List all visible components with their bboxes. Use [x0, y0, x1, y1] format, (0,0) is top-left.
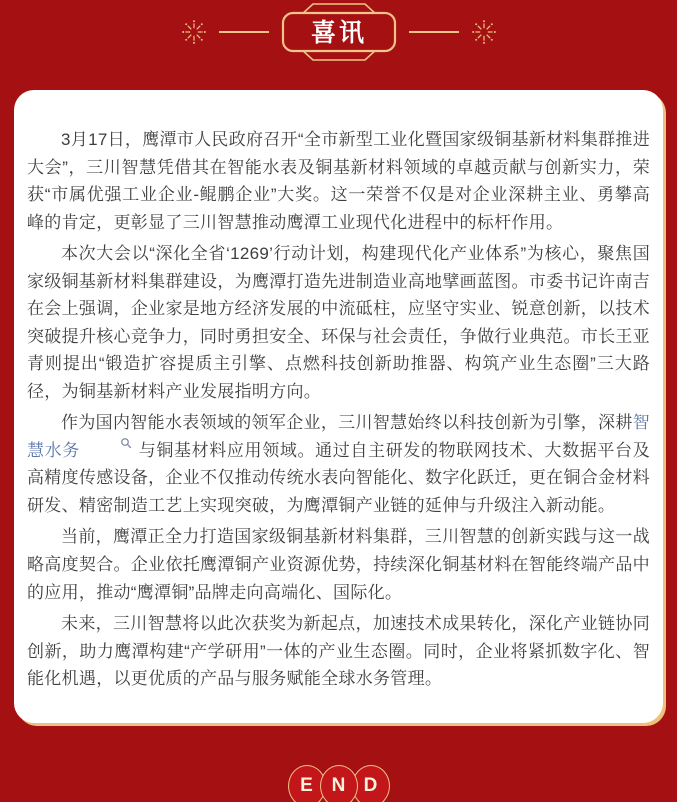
- keyword-link[interactable]: 智慧水务: [27, 413, 650, 460]
- text-run: 作为国内智能水表领域的领军企业，三川智慧始终以科技创新为引擎，深耕: [61, 413, 633, 433]
- text-run: 未来，三川智慧将以此次获奖为新起点，加速技术成果转化，深化产业链协同创新，助力鹰潭构建“产学研用”一体的产业生态圈。同时，企业将紧抓数字化、智能化机遇，以更优质的产品与服务赋能全球水务管理。: [27, 614, 650, 689]
- firework-icon: [181, 19, 207, 45]
- badge-label: 喜讯: [310, 19, 367, 47]
- end-circle-n: N: [320, 765, 358, 802]
- end-circle-e: E: [288, 765, 326, 802]
- article-paragraph: [27, 523, 650, 606]
- article-paragraph: [27, 409, 650, 519]
- article-paragraph: [27, 126, 650, 236]
- text-run: 与铜基材料应用领域。通过自主研发的物联网技术、大数据平台及高精度传感设备，企业不仅推动传统水表向智能化、数字化跃迁，更在铜合金材料研发、精密制造工艺上实现突破，为鹰潭铜产业链的延伸与升级注入新动能。: [27, 440, 650, 515]
- firework-icon: [471, 19, 497, 45]
- good-news-badge: [281, 1, 397, 63]
- article-paragraph: [27, 610, 650, 693]
- article-paragraph: [27, 240, 650, 405]
- article-card: [14, 90, 663, 723]
- text-run: 当前，鹰潭正全力打造国家级铜基新材料集群，三川智慧的创新实践与这一战略高度契合。企业依托鹰潭铜产业资源优势，持续深化铜基材料在智能终端产品中的应用，推动“鹰潭铜”品牌走向高端化、国际化。: [27, 527, 650, 602]
- divider-line: [219, 31, 269, 33]
- search-icon[interactable]: [86, 437, 132, 449]
- end-circle-d: D: [352, 765, 390, 802]
- divider-line: [409, 31, 459, 33]
- end-divider: [0, 765, 677, 802]
- header-banner: [0, 0, 677, 64]
- text-run: 3月17日，鹰潭市人民政府召开“全市新型工业化暨国家级铜基新材料集群推进大会”，三川智慧凭借其在智能水表及铜基新材料领域的卓越贡献与创新实力，荣获“市属优强工业企业-鲲鹏企业”大奖。这一荣誉不仅是对企业深耕主业、勇攀高峰的肯定，更彰显了三川智慧推动鹰潭工业现代化进程中的标杆作用。: [27, 130, 650, 232]
- text-run: 本次大会以“深化全省‘1269’行动计划，构建现代化产业体系”为核心，聚焦国家级铜基新材料集群建设，为鹰潭打造先进制造业高地擘画蓝图。市委书记许南吉在会上强调，企业家是地方经济发展的中流砥柱，应坚守实业、锐意创新，以技术突破提升核心竞争力，同时勇担安全、环保与社会责任，争做行业典范。市长王亚青则提出“锻造扩容提质主引擎、点燃科技创新助推器、构筑产业生态圈”三大路径，为铜基新材料产业发展指明方向。: [27, 244, 650, 401]
